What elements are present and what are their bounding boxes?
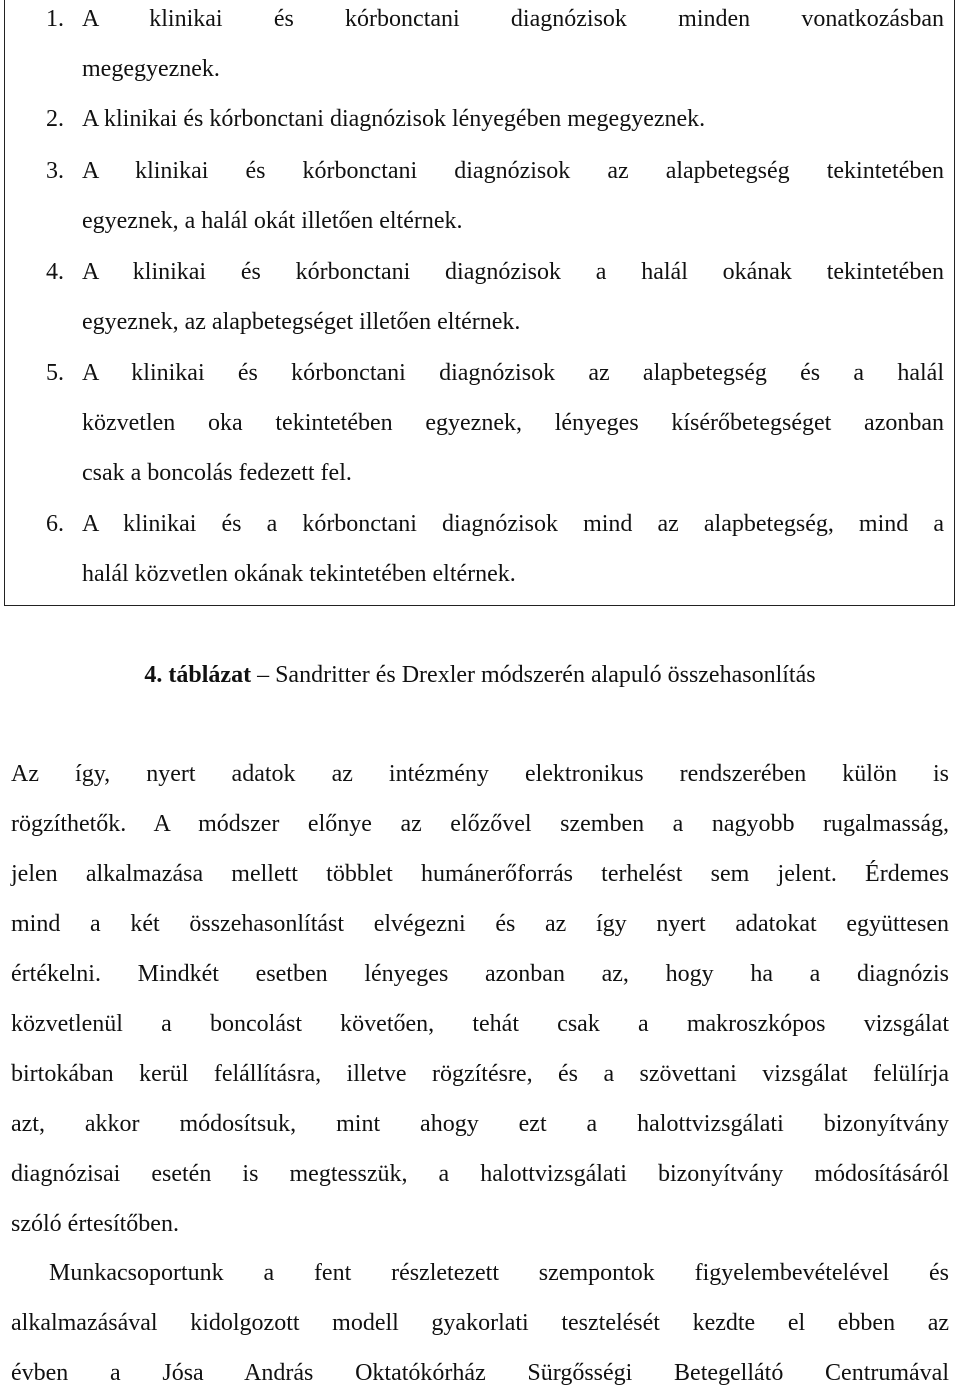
paragraph-line: rögzíthetők. A módszer előnye az előzővel szemben a nagyobb rugalmasság, [11,811,949,837]
item-number: 5. [46,360,64,386]
item-text-line: A klinikai és kórbonctani diagnózisok az alapbetegség tekintetében [82,158,944,184]
item-number: 3. [46,158,64,184]
caption-dash: – [257,662,270,688]
item-text-line: halál közvetlen okának tekintetében eltérnek. [82,561,516,587]
paragraph-line: Az így, nyert adatok az intézmény elektronikus rendszerében külön is [11,761,949,787]
body-paragraph [11,1248,949,1398]
paragraph-line: szóló értesítőben. [11,1211,179,1237]
paragraph-line: közvetlenül a boncolást követően, tehát csak a makroszkópos vizsgálat [11,1011,949,1037]
paragraph-line: alkalmazásával kidolgozott modell gyakorlati tesztelését kezdte el ebben az [11,1310,949,1336]
body-paragraph [11,749,949,1249]
item-text-line: egyeznek, az alapbetegséget illetően eltérnek. [82,309,521,335]
item-text-line: A klinikai és a kórbonctani diagnózisok mind az alapbetegség, mind a [82,511,944,537]
paragraph-line: jelen alkalmazása mellett többlet humánerőforrás terhelést sem jelent. Érdemes [11,861,949,887]
item-text-line: közvetlen oka tekintetében egyeznek, lényeges kísérőbetegséget azonban [82,410,944,436]
paragraph-line: értékelni. Mindkét esetben lényeges azonban az, hogy ha a diagnózis [11,961,949,987]
caption-text: Sandritter és Drexler módszerén alapuló összehasonlítás [275,662,816,688]
paragraph-line: mind a két összehasonlítást elvégezni és az így nyert adatokat együttesen [11,911,949,937]
item-number: 1. [46,6,64,32]
table-caption [0,650,960,700]
paragraph-line: Munkacsoportunk a fent részletezett szempontok figyelembevételével és [49,1260,949,1286]
item-text-line: csak a boncolás fedezett fel. [82,460,352,486]
item-number: 6. [46,511,64,537]
item-text-line: egyeznek, a halál okát illetően eltérnek. [82,208,463,234]
item-text-line: megegyeznek. [82,56,220,82]
paragraph-line: birtokában kerül felállításra, illetve rögzítésre, és a szövettani vizsgálat felülírja [11,1061,949,1087]
paragraph-line: évben a Jósa András Oktatókórház Sürgősségi Betegellátó Centrumával [11,1360,949,1386]
paragraph-line: diagnózisai esetén is megtesszük, a halottvizsgálati bizonyítvány módosításáról [11,1161,949,1187]
item-number: 4. [46,259,64,285]
item-text-line: A klinikai és kórbonctani diagnózisok az alapbetegség és a halál [82,360,944,386]
paragraph-line: azt, akkor módosítsuk, mint ahogy ezt a halottvizsgálati bizonyítvány [11,1111,949,1137]
item-text-line: A klinikai és kórbonctani diagnózisok lényegében megegyeznek. [82,106,706,132]
item-number: 2. [46,106,64,132]
item-text-line: A klinikai és kórbonctani diagnózisok minden vonatkozásban [82,6,944,32]
caption-label: 4. táblázat [144,662,252,688]
item-text-line: A klinikai és kórbonctani diagnózisok a halál okának tekintetében [82,259,944,285]
